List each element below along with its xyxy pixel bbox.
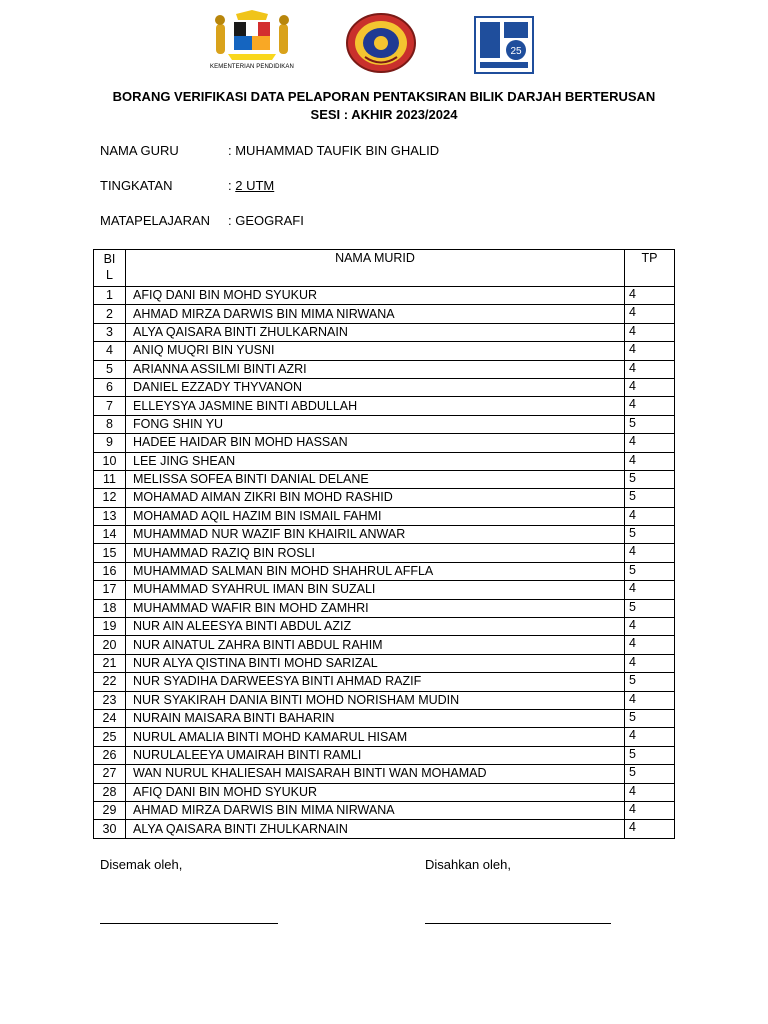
ministry-name: KEMENTERIAN PENDIDIKAN <box>210 64 294 70</box>
row-number: 30 <box>94 820 126 838</box>
tp-score: 4 <box>625 636 675 654</box>
bil-header-line1: BI <box>103 252 116 266</box>
table-row <box>94 526 675 544</box>
row-number: 9 <box>94 434 126 452</box>
table-row <box>94 562 675 580</box>
student-name: MOHAMAD AIMAN ZIKRI BIN MOHD RASHID <box>126 489 625 507</box>
class-label: TINGKATAN <box>100 178 173 193</box>
student-name: ALYA QAISARA BINTI ZHULKARNAIN <box>126 323 625 341</box>
row-number: 24 <box>94 709 126 727</box>
row-number: 4 <box>94 342 126 360</box>
nama-header: NAMA MURID <box>126 250 625 287</box>
student-name: ARIANNA ASSILMI BINTI AZRI <box>126 360 625 378</box>
row-number: 15 <box>94 544 126 562</box>
row-number: 27 <box>94 765 126 783</box>
student-name: MUHAMMAD SALMAN BIN MOHD SHAHRUL AFFLA <box>126 562 625 580</box>
table-row <box>94 287 675 305</box>
session-title: SESI : AKHIR 2023/2024 <box>310 107 458 122</box>
bil-header <box>94 250 126 287</box>
tp-score: 4 <box>625 581 675 599</box>
student-name: FONG SHIN YU <box>126 415 625 433</box>
table-row <box>94 360 675 378</box>
student-name: NURAIN MAISARA BINTI BAHARIN <box>126 709 625 727</box>
student-name: MUHAMMAD SYAHRUL IMAN BIN SUZALI <box>126 581 625 599</box>
table-row <box>94 673 675 691</box>
school-crest-logo <box>345 12 417 74</box>
table-row <box>94 636 675 654</box>
row-number: 13 <box>94 507 126 525</box>
table-row <box>94 452 675 470</box>
student-name: AFIQ DANI BIN MOHD SYUKUR <box>126 783 625 801</box>
row-number: 11 <box>94 470 126 488</box>
tp-score: 5 <box>625 562 675 580</box>
row-number: 7 <box>94 397 126 415</box>
tp-score: 4 <box>625 360 675 378</box>
table-row <box>94 746 675 764</box>
class-value <box>228 178 274 193</box>
student-name: MUHAMMAD WAFIR BIN MOHD ZAMHRI <box>126 599 625 617</box>
row-number: 25 <box>94 728 126 746</box>
row-number: 18 <box>94 599 126 617</box>
row-number: 28 <box>94 783 126 801</box>
tp-score: 4 <box>625 323 675 341</box>
row-number: 5 <box>94 360 126 378</box>
tp-score: 4 <box>625 691 675 709</box>
tp-score: 4 <box>625 783 675 801</box>
student-name: ANIQ MUQRI BIN YUSNI <box>126 342 625 360</box>
tp-score: 5 <box>625 709 675 727</box>
student-name: MUHAMMAD RAZIQ BIN ROSLI <box>126 544 625 562</box>
tp-score: 5 <box>625 489 675 507</box>
student-name: NUR ALYA QISTINA BINTI MOHD SARIZAL <box>126 654 625 672</box>
tp-score: 4 <box>625 618 675 636</box>
student-table <box>93 249 675 839</box>
tp-score: 4 <box>625 820 675 838</box>
crest-icon <box>345 12 417 74</box>
student-name: WAN NURUL KHALIESAH MAISARAH BINTI WAN MOHAMAD <box>126 765 625 783</box>
row-number: 19 <box>94 618 126 636</box>
student-name: LEE JING SHEAN <box>126 452 625 470</box>
table-row <box>94 397 675 415</box>
student-name: ALYA QAISARA BINTI ZHULKARNAIN <box>126 820 625 838</box>
table-row <box>94 305 675 323</box>
tp-score: 5 <box>625 599 675 617</box>
subject-label: MATAPELAJARAN <box>100 213 211 228</box>
table-row <box>94 599 675 617</box>
bil-header-line2: L <box>106 268 113 282</box>
table-row <box>94 820 675 838</box>
student-name: NUR AIN ALEESYA BINTI ABDUL AZIZ <box>126 618 625 636</box>
checked-by-label: Disemak oleh, <box>100 857 183 872</box>
row-number: 2 <box>94 305 126 323</box>
tp-score: 4 <box>625 305 675 323</box>
row-number: 8 <box>94 415 126 433</box>
table-row <box>94 323 675 341</box>
student-name: ELLEYSYA JASMINE BINTI ABDULLAH <box>126 397 625 415</box>
tp-score: 5 <box>625 470 675 488</box>
table-row <box>94 801 675 819</box>
student-name: MUHAMMAD NUR WAZIF BIN KHAIRIL ANWAR <box>126 526 625 544</box>
table-row <box>94 489 675 507</box>
table-row <box>94 709 675 727</box>
coat-of-arms-icon <box>206 10 298 62</box>
table-row <box>94 342 675 360</box>
student-name: AHMAD MIRZA DARWIS BIN MIMA NIRWANA <box>126 305 625 323</box>
subject-value: : GEOGRAFI <box>228 213 304 228</box>
student-name: AHMAD MIRZA DARWIS BIN MIMA NIRWANA <box>126 801 625 819</box>
tp-score: 5 <box>625 765 675 783</box>
table-row <box>94 434 675 452</box>
student-name: MOHAMAD AQIL HAZIM BIN ISMAIL FAHMI <box>126 507 625 525</box>
teacher-name-value: : MUHAMMAD TAUFIK BIN GHALID <box>228 143 440 158</box>
tp-score: 4 <box>625 287 675 305</box>
tp-score: 4 <box>625 654 675 672</box>
table-row <box>94 581 675 599</box>
tp-score: 4 <box>625 507 675 525</box>
table-row <box>94 378 675 396</box>
checked-by-signature-line <box>100 923 278 924</box>
form-title: BORANG VERIFIKASI DATA PELAPORAN PENTAKSIRAN BILIK DARJAH BERTERUSAN <box>112 89 656 104</box>
row-number: 26 <box>94 746 126 764</box>
row-number: 22 <box>94 673 126 691</box>
student-name: NURULALEEYA UMAIRAH BINTI RAMLI <box>126 746 625 764</box>
student-name: MELISSA SOFEA BINTI DANIAL DELANE <box>126 470 625 488</box>
table-row <box>94 415 675 433</box>
tp-score: 4 <box>625 378 675 396</box>
row-number: 16 <box>94 562 126 580</box>
row-number: 1 <box>94 287 126 305</box>
table-row <box>94 544 675 562</box>
tp-score: 4 <box>625 544 675 562</box>
row-number: 23 <box>94 691 126 709</box>
row-number: 3 <box>94 323 126 341</box>
row-number: 17 <box>94 581 126 599</box>
approved-by-label: Disahkan oleh, <box>425 857 511 872</box>
table-header-row <box>94 250 675 287</box>
student-name: NUR AINATUL ZAHRA BINTI ABDUL RAHIM <box>126 636 625 654</box>
row-number: 6 <box>94 378 126 396</box>
table-row <box>94 765 675 783</box>
class-prefix: : <box>228 178 236 193</box>
student-name: NUR SYAKIRAH DANIA BINTI MOHD NORISHAM MUDIN <box>126 691 625 709</box>
tp-score: 5 <box>625 746 675 764</box>
student-name: DANIEL EZZADY THYVANON <box>126 378 625 396</box>
anniversary-logo <box>474 16 534 74</box>
ministry-logo <box>206 10 298 76</box>
tp-score: 5 <box>625 415 675 433</box>
tp-score: 4 <box>625 728 675 746</box>
tp-score: 4 <box>625 801 675 819</box>
table-row <box>94 728 675 746</box>
teacher-name-label: NAMA GURU <box>100 143 179 158</box>
anniversary-25-icon <box>474 16 534 74</box>
table-row <box>94 654 675 672</box>
student-name: HADEE HAIDAR BIN MOHD HASSAN <box>126 434 625 452</box>
row-number: 20 <box>94 636 126 654</box>
table-row <box>94 618 675 636</box>
row-number: 14 <box>94 526 126 544</box>
tp-score: 5 <box>625 673 675 691</box>
student-name: AFIQ DANI BIN MOHD SYUKUR <box>126 287 625 305</box>
tp-score: 4 <box>625 342 675 360</box>
table-row <box>94 691 675 709</box>
row-number: 21 <box>94 654 126 672</box>
tp-score: 5 <box>625 526 675 544</box>
tp-score: 4 <box>625 397 675 415</box>
class-name: 2 UTM <box>235 178 275 193</box>
table-row <box>94 507 675 525</box>
tp-score: 4 <box>625 452 675 470</box>
tp-header: TP <box>625 250 675 287</box>
row-number: 12 <box>94 489 126 507</box>
row-number: 29 <box>94 801 126 819</box>
row-number: 10 <box>94 452 126 470</box>
tp-score: 4 <box>625 434 675 452</box>
table-row <box>94 470 675 488</box>
approved-by-signature-line <box>425 923 611 924</box>
svg-text:25: 25 <box>510 46 522 57</box>
table-row <box>94 783 675 801</box>
student-name: NUR SYADIHA DARWEESYA BINTI AHMAD RAZIF <box>126 673 625 691</box>
student-name: NURUL AMALIA BINTI MOHD KAMARUL HISAM <box>126 728 625 746</box>
